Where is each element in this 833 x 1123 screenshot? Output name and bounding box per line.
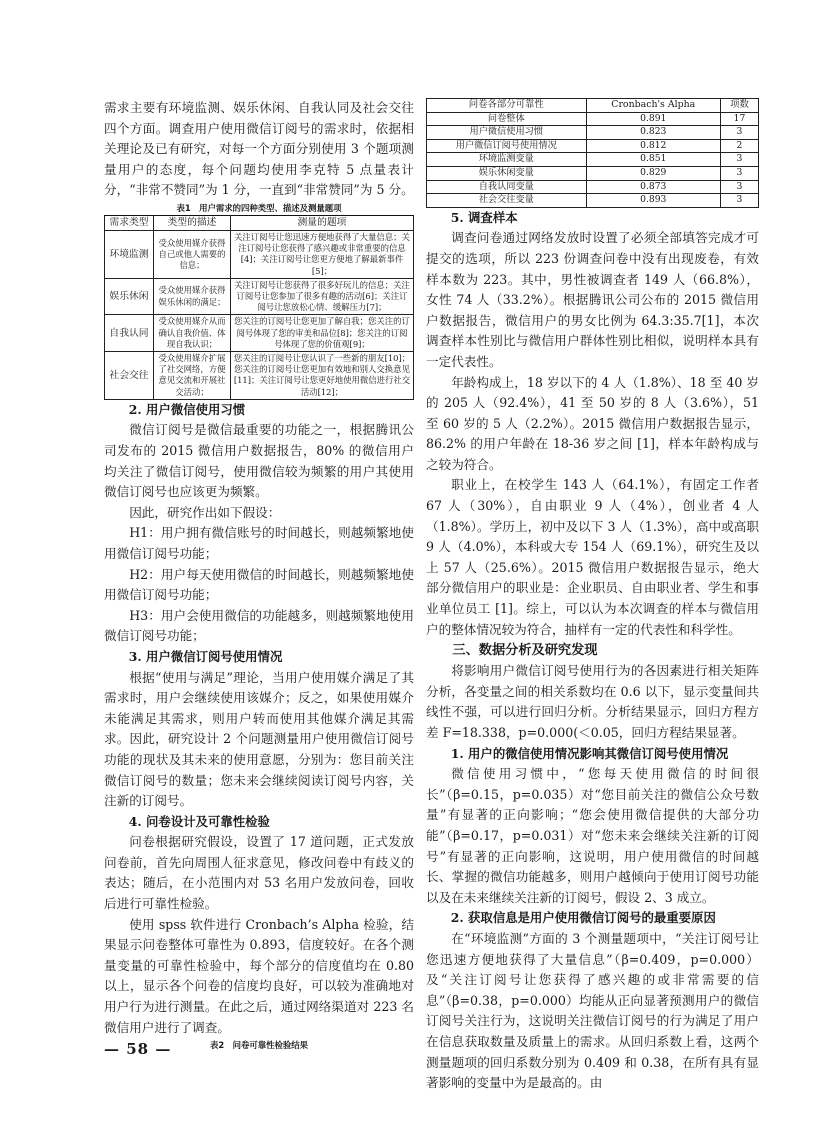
left-column bbox=[104, 98, 414, 1052]
table1-caption: 表1 用户需求的四种类型、描述及测量题项 bbox=[176, 202, 342, 213]
table-row bbox=[427, 194, 759, 208]
table2-header: Cronbach's Alpha bbox=[586, 99, 720, 113]
table2-header: 问卷各部分可靠性 bbox=[427, 99, 587, 113]
section-heading: 4. 问卷设计及可靠性检验 bbox=[128, 813, 270, 829]
section-heading: 2. 获取信息是用户使用微信订阅号的最重要原因 bbox=[450, 910, 716, 926]
table1-header: 需求类型 bbox=[105, 215, 154, 230]
table-row bbox=[427, 126, 759, 140]
table-row bbox=[427, 180, 759, 194]
table-cell: 3 bbox=[720, 194, 758, 208]
table-cell: 3 bbox=[720, 180, 758, 194]
paragraph: H2：用户每天使用微信的时间越长，则越频繁地使用微信订阅号功能； bbox=[104, 566, 414, 603]
paragraph: 年龄构成上，18 岁以下的 4 人（1.8%）、18 至 40 岁的 205 人（92.4%），41 至 50 岁的 8 人（3.6%），51 至 60 岁的 5 人（2.2%）。2015 微信用户数据报告显示，86.2% 的用户年龄在 18-36 岁之间 [1]，样本年龄构成与之较为符合。 bbox=[426, 374, 759, 472]
paragraph: H1：用户拥有微信账号的时间越长，则越频繁地使用微信订阅号功能； bbox=[104, 525, 414, 561]
table-cell: 娱乐休闲变量 bbox=[427, 166, 587, 180]
paragraph: 根据“使用与满足”理论，当用户使用媒介满足了其需求时，用户会继续使用该媒介；反之，如果使用媒介未能满足其需求，则用户转而使用其他媒介满足其需求。因此，研究设计 2 个问题测量用户使用微信订阅号功能的现状及其未来的使用意愿，分别为：您目前关注微信订阅号的数量；您未来会继续阅读订阅号内容，关注新的订阅号。 bbox=[104, 669, 414, 809]
section-heading: 三、数据分析及研究发现 bbox=[452, 643, 598, 659]
table-cell: 社会交往 bbox=[105, 352, 154, 400]
paragraph: 使用 spss 软件进行 Cronbach’s Alpha 检验，结果显示问卷整体可靠性为 0.893，信度较好。在各个测量变量的可靠性检验中，每个部分的信度值均在 0.80 以上，显示各个问卷的信度均良好，可以较为准确地对用户行为进行测量。在此之后，通过网络渠道对 223 名微信用户进行了调查。 bbox=[104, 916, 414, 1035]
table-cell: 0.891 bbox=[586, 112, 720, 126]
table-row bbox=[427, 139, 759, 153]
paragraph: 微信订阅号是微信最重要的功能之一，根据腾讯公司发布的 2015 微信用户数据报告，80% 的微信用户均关注了微信订阅号，使用微信较为频繁的用户其使用微信订阅号也应该更为频繁。 bbox=[104, 422, 414, 500]
paragraph: 在“环境监测”方面的 3 个测量题项中，“关注订阅号让您迅速方便地获得了大量信息”（β=0.409，p=0.000）及“关注订阅号让您获得了感兴趣的或非常需要的信息”（β=0.38，p=0.000）均能从正向显著预测用户的微信订阅号关注行为，这说明关注微信订阅号的行为满足了用户在信息获取数量及质量上的需求。从回归系数上看，这两个测量题项的回归系数分别为 0.409 和 0.38，在所有具有显著影响的变量中为是最高的。由 bbox=[426, 930, 759, 1091]
paragraph: H3：用户会使用微信的功能越多，则越频繁地使用微信订阅号功能； bbox=[104, 607, 414, 644]
table-cell: 关注订阅号让您获得了很多好玩儿的信息；关注订阅号让您参加了很多有趣的活动[6]；关注订阅号让您放松心情、缓解压力[7]； bbox=[231, 278, 414, 315]
table-cell: 0.823 bbox=[586, 126, 720, 140]
table-row bbox=[105, 315, 414, 352]
paragraph: 问卷根据研究假设，设置了 17 道问题，正式发放问卷前，首先向周围人征求意见，修改问卷中有歧义的表达；随后，在小范围内对 53 名用户发放问卷，回收后进行可靠性检验。 bbox=[104, 834, 414, 912]
table-cell: 3 bbox=[720, 153, 758, 167]
table-row bbox=[105, 278, 414, 315]
section-heading: 2. 用户微信使用习惯 bbox=[128, 401, 246, 417]
table-cell: 用户微信使用习惯 bbox=[427, 126, 587, 140]
table-cell: 社会交往变量 bbox=[427, 194, 587, 208]
table-cell: 关注订阅号让您迅速方便地获得了大量信息；关注订阅号让您获得了感兴趣或非常重要的信息[4]；关注订阅号让您更方便地了解最新事件[5]； bbox=[231, 230, 414, 278]
table-cell: 娱乐休闲 bbox=[105, 278, 154, 315]
table-cell: 问卷整体 bbox=[427, 112, 587, 126]
table-cell: 您关注的订阅号让您更加了解自我；您关注的订阅号体现了您的审美和品位[8]；您关注的订阅号体现了您的价值观[9]； bbox=[231, 315, 414, 352]
table-cell: 3 bbox=[720, 166, 758, 180]
table-row bbox=[427, 166, 759, 180]
table-cell: 2 bbox=[720, 139, 758, 153]
table1 bbox=[104, 215, 414, 400]
table1-header: 测量的题项 bbox=[231, 215, 414, 230]
table-cell: 受众使用媒介从而确认自我价值、体现自我认识； bbox=[154, 315, 231, 352]
table-cell: 自我认同 bbox=[105, 315, 154, 352]
table-cell: 自我认同变量 bbox=[427, 180, 587, 194]
paragraph: 因此，研究作出如下假设： bbox=[129, 504, 281, 520]
paragraph: 需求主要有环境监测、娱乐休闲、自我认同及社会交往四个方面。调查用户使用微信订阅号的需求时，依据相关理论及已有研究，对每一个方面分别使用 3 个题项测量用户的态度，每个问题均使用李克特 5 点量表计分，“非常不赞同”为 1 分，一直到“非常赞同”为 5 分。 bbox=[104, 100, 414, 198]
table-row bbox=[105, 352, 414, 400]
section-heading: 3. 用户微信订阅号使用情况 bbox=[128, 648, 283, 664]
table2-caption: 表2 问卷可靠性检验结果 bbox=[210, 1040, 308, 1051]
table-cell: 用户微信订阅号使用情况 bbox=[427, 139, 587, 153]
table-cell: 0.893 bbox=[586, 194, 720, 208]
paragraph: 微信使用习惯中，“您每天使用微信的时间很长”（β=0.15，p=0.035）对“您目前关注的微信公众号数量”有显著的正向影响；“您会使用微信提供的大部分功能”（β=0.17，p=0.031）对“您未来会继续关注新的订阅号”有显著的正向影响，这说明，用户使用微信的时间越长、掌握的微信功能越多，则用户越倾向于使用订阅号功能以及在未来继续关注新的订阅号，假设 2、3 成立。 bbox=[426, 766, 759, 905]
table-cell: 环境监测 bbox=[105, 230, 154, 278]
section-heading: 5. 调查样本 bbox=[450, 209, 518, 225]
table-cell: 0.829 bbox=[586, 166, 720, 180]
page-number: — 58 — bbox=[104, 1040, 172, 1058]
table-cell: 17 bbox=[720, 112, 758, 126]
paragraph: 将影响用户微信订阅号使用行为的各因素进行相关矩阵分析，各变量之间的相关系数均在 0.6 以下，显示变量间共线性不强，可以进行回归分析。分析结果显示，回归方程方差 F=18.338，p=0.000(＜0.05，回归方程结果显著。 bbox=[426, 663, 759, 740]
table-row bbox=[427, 112, 759, 126]
table-cell: 受众使用媒介获得娱乐休闲的满足； bbox=[154, 278, 231, 315]
table-cell: 3 bbox=[720, 126, 758, 140]
table-cell: 环境监测变量 bbox=[427, 153, 587, 167]
table1-header: 类型的描述 bbox=[154, 215, 231, 230]
table2 bbox=[426, 98, 759, 208]
table-cell: 受众使用媒介扩展了社交网络，方便意见交流和开展社交活动； bbox=[154, 352, 231, 400]
section-heading: 1. 用户的微信使用情况影响其微信订阅号使用情况 bbox=[450, 745, 729, 761]
paragraph: 调查问卷通过网络发放时设置了必须全部填答完成才可提交的选项，所以 223 份调查问卷中没有出现废卷，有效样本数为 223。其中，男性被调查者 149 人（66.8%），女性 74 人（33.2%）。根据腾讯公司公布的 2015 微信用户数据报告，微信用户的男女比例为 64.3:35.7[1]，本次调查样本性别比与微信用户群体性别比相似，说明样本具有一定代表性。 bbox=[426, 230, 759, 369]
table-row bbox=[427, 153, 759, 167]
table-row bbox=[105, 230, 414, 278]
table2-header: 项数 bbox=[720, 99, 758, 113]
paragraph: 职业上，在校学生 143 人（64.1%），有固定工作者 67 人（30%），自由职业 9 人（4%），创业者 4 人（1.8%）。学历上，初中及以下 3 人（1.3%），高中或高职 9 人（4.0%），本科或大专 154 人（69.1%），研究生及以上 57 人（25.6%）。2015 微信用户数据报告显示，绝大部分微信用户的职业是：企业职员、自由职业者、学生和事业单位员工 [1]。综上，可以认为本次调查的样本与微信用户的整体情况较为符合，抽样有一定的代表性和科学性。 bbox=[426, 477, 759, 637]
table-cell: 您关注的订阅号让您认识了一些新的朋友[10]；您关注的订阅号让您更加有效地和别人交换意见[11]；关注订阅号让您更好地使用微信进行社交活动[12]； bbox=[231, 352, 414, 400]
table-cell: 受众使用媒介获得自己或他人需要的信息； bbox=[154, 230, 231, 278]
table-cell: 0.873 bbox=[586, 180, 720, 194]
table-cell: 0.812 bbox=[586, 139, 720, 153]
table-cell: 0.851 bbox=[586, 153, 720, 167]
right-column bbox=[426, 98, 759, 1094]
